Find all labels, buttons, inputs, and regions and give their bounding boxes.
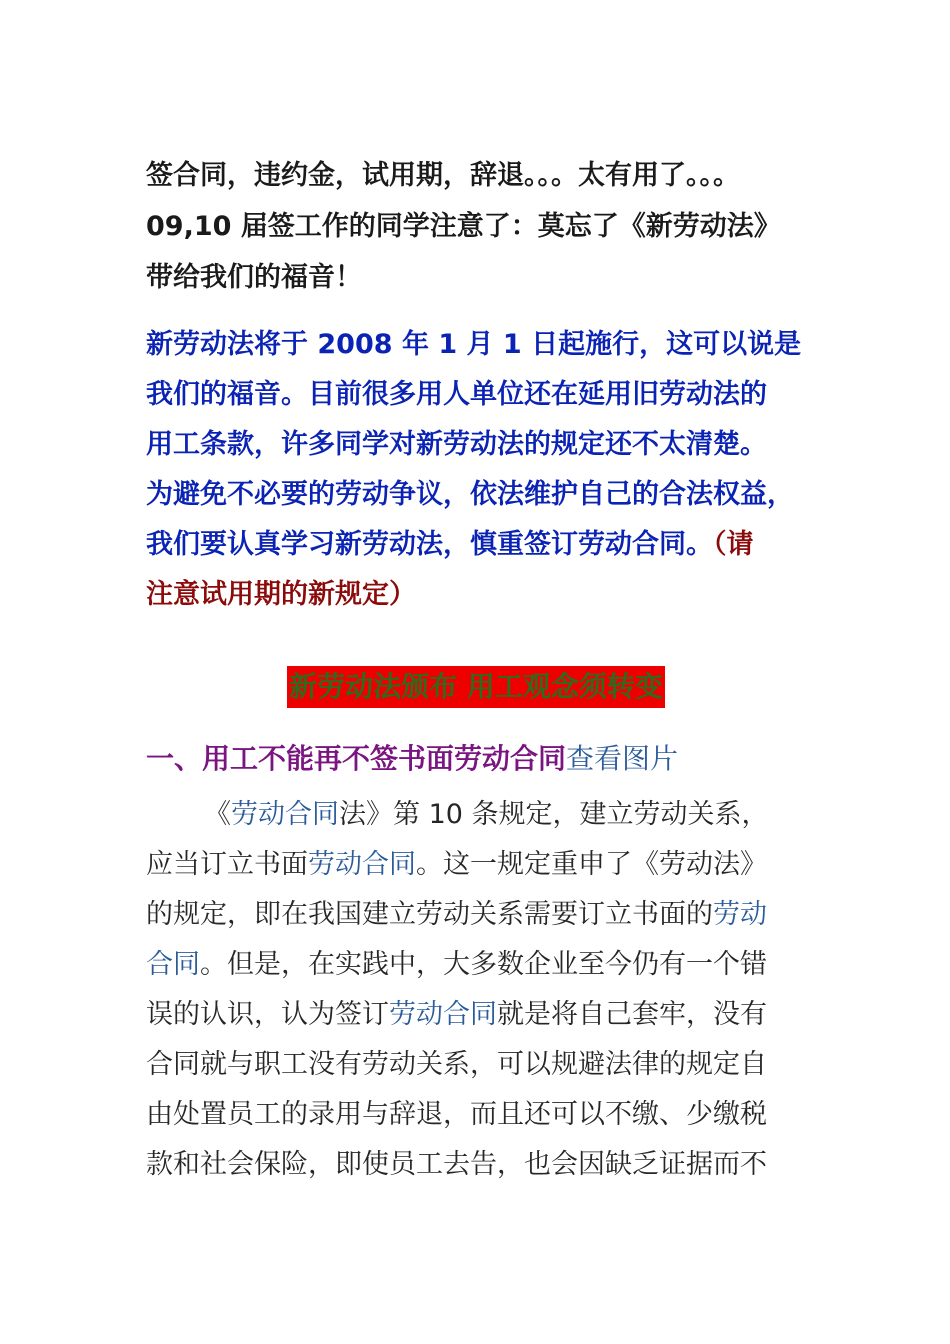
labor-contract-link[interactable]: 劳动合同 — [231, 799, 339, 830]
section-banner: 新劳动法颁布 用工观念须转变 — [287, 666, 665, 708]
intro-line-3: 用工条款，许多同学对新劳动法的规定还不太清楚。 — [146, 429, 767, 460]
intro-line-5-red: （请 — [713, 529, 754, 560]
intro-paragraph — [146, 320, 826, 620]
section-1-title: 一、用工不能再不签书面劳动合同 — [146, 742, 567, 775]
body-line-3 — [146, 890, 826, 940]
document-content — [146, 150, 826, 1190]
body-text-fragment: 法》第 10 条规定，建立劳动关系， — [339, 799, 769, 830]
body-text-fragment: 。这一规定重申了《劳动法》 — [416, 849, 767, 880]
body-text-fragment: 的规定，即在我国建立劳动关系需要订立书面的 — [146, 899, 713, 930]
intro-line-1: 新劳动法将于 2008 年 1 月 1 日起施行，这可以说是 — [146, 329, 802, 360]
intro-line-6: 注意试用期的新规定） — [146, 579, 416, 610]
body-text-fragment: 。但是，在实践中，大多数企业至今仍有一个错 — [200, 949, 767, 980]
document-title — [146, 150, 826, 303]
body-text-fragment: 应当订立书面 — [146, 849, 308, 880]
body-line-6: 合同就与职工没有劳动关系，可以规避法律的规定自 — [146, 1049, 767, 1080]
banner-wrapper — [146, 666, 806, 708]
section-1-heading — [146, 738, 826, 780]
body-line-5 — [146, 990, 826, 1040]
body-line-7: 由处置员工的录用与辞退，而且还可以不缴、少缴税 — [146, 1099, 767, 1130]
labor-contract-link[interactable]: 劳动合同 — [389, 999, 497, 1030]
body-line-1 — [146, 790, 826, 840]
intro-line-5 — [146, 520, 826, 570]
section-1-body — [146, 790, 826, 1190]
intro-line-5-blue: 我们要认真学习新劳动法，慎重签订劳动合同。 — [146, 529, 713, 560]
body-text-fragment: 误的认识，认为签订 — [146, 999, 389, 1030]
body-line-4 — [146, 940, 826, 990]
body-text-fragment: 《 — [204, 799, 231, 830]
title-line-2: 09,10 届签工作的同学注意了：莫忘了《新劳动法》 — [146, 211, 781, 242]
view-image-link[interactable]: 查看图片 — [566, 742, 679, 775]
intro-line-2: 我们的福音。目前很多用人单位还在延用旧劳动法的 — [146, 379, 767, 410]
body-line-8: 款和社会保险，即使员工去告，也会因缺乏证据而不 — [146, 1149, 767, 1180]
body-text-fragment: 就是将自己套牢，没有 — [497, 999, 767, 1030]
labor-contract-link-part2[interactable]: 合同 — [146, 949, 200, 980]
title-line-3: 带给我们的福音！ — [146, 262, 362, 293]
labor-contract-link-part1[interactable]: 劳动 — [713, 899, 767, 930]
body-line-2 — [146, 840, 826, 890]
title-line-1: 签合同，违约金，试用期，辞退。。。太有用了。。。 — [146, 160, 740, 191]
intro-line-4: 为避免不必要的劳动争议，依法维护自己的合法权益， — [146, 479, 794, 510]
labor-contract-link[interactable]: 劳动合同 — [308, 849, 416, 880]
